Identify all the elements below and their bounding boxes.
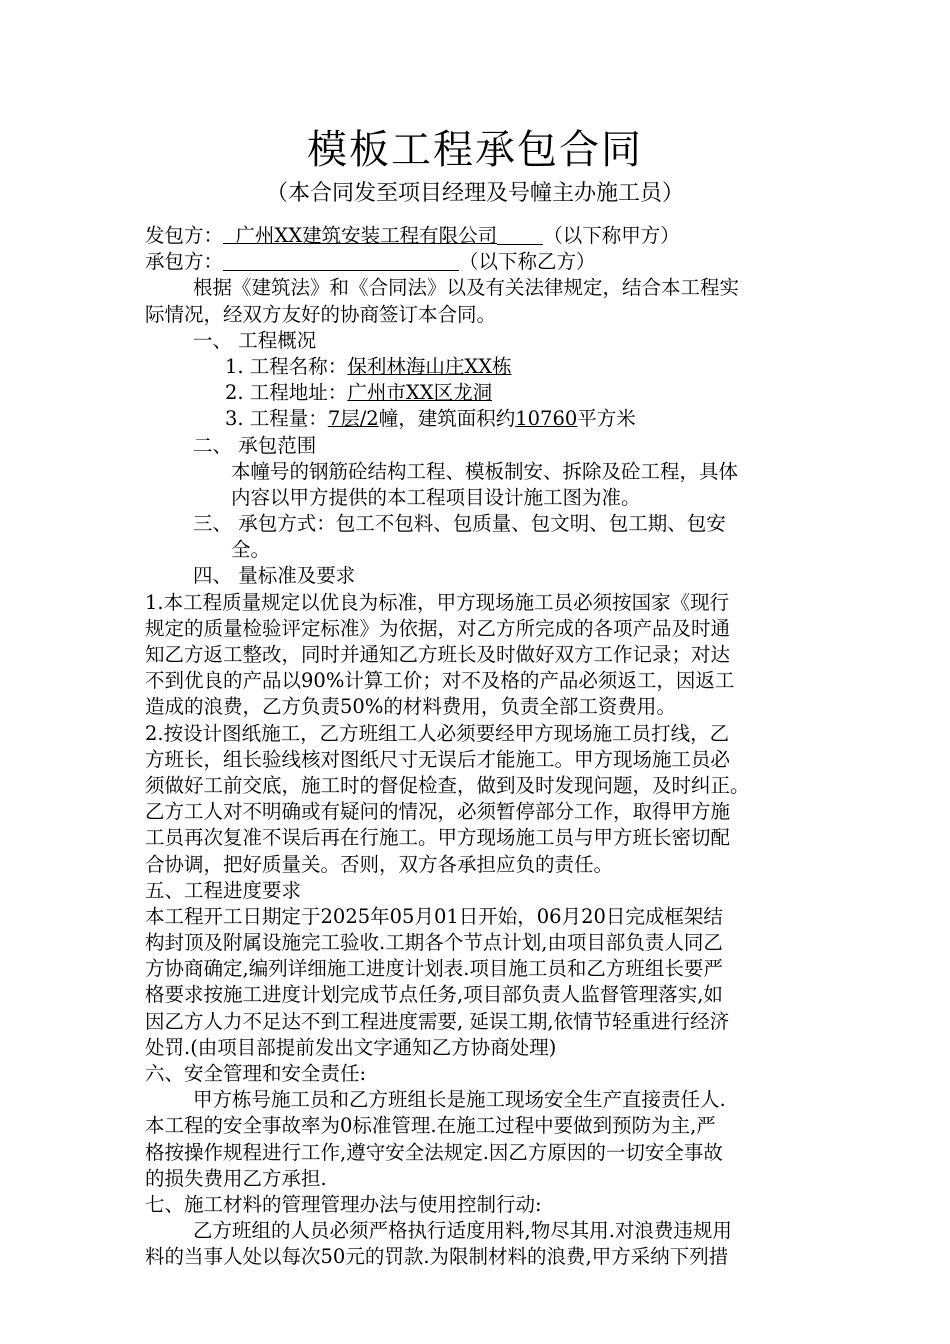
section2-heading: 二、 承包范围 xyxy=(193,433,317,457)
section4-line: 工员再次复准不误后再在行施工。甲方现场施工员与甲方班长密切配 xyxy=(145,826,731,850)
section6-line: 甲方栋号施工员和乙方班组长是施工现场安全生产直接责任人. xyxy=(193,1088,726,1112)
section2-line: 内容以甲方提供的本工程项目设计施工图为准。 xyxy=(231,485,641,509)
intro-line: 根据《建筑法》和《合同法》以及有关法律规定，结合本工程实 xyxy=(193,276,740,300)
section4-line: 2.按设计图纸施工，乙方班组工人必须要经甲方现场施工员打线，乙 xyxy=(145,721,730,745)
section4-line: 知乙方返工整改，同时并通知乙方班长及时做好双方工作记录；对达 xyxy=(145,643,731,666)
section3-line: 三、 承包方式：包工不包料、包质量、包文明、包工期、包安 xyxy=(193,512,726,536)
section4-line: 乙方工人对不明确或有疑问的情况，必须暂停部分工作，取得甲方施 xyxy=(145,800,731,824)
section5-line: 本工程开工日期定于2025年05月01日开始，06月20日完成框架结 xyxy=(145,904,723,928)
section2-line: 本幢号的钢筋砼结构工程、模板制安、拆除及砼工程，具体 xyxy=(231,459,739,483)
section6-line: 本工程的安全事故率为0标准管理.在施工过程中要做到预防为主,严 xyxy=(145,1114,716,1138)
section4-line: 造成的浪费，乙方负责50%的材料费用，负责全部工资费用。 xyxy=(145,695,676,719)
party-a-label: 发包方： xyxy=(145,224,224,247)
section6-line: 格按操作规程进行工作,遵守安全法规定.因乙方原因的一切安全事故 xyxy=(145,1140,723,1164)
section4-line: 方班长，组长验线核对图纸尺寸无误后才能施工。甲方现场施工员必 xyxy=(145,747,731,771)
party-b-blank xyxy=(223,250,459,271)
intro-line: 际情况，经双方友好的协商签订本合同。 xyxy=(145,302,497,326)
document-title: 模板工程承包合同 xyxy=(307,127,643,173)
party-a-line xyxy=(145,223,825,249)
section6-heading: 六、安全管理和安全责任: xyxy=(145,1062,367,1085)
project-address-line: 2. 工程地址：广州市XX区龙洞 xyxy=(225,381,493,405)
party-a-name: 广州XX建筑安装工程有限公司 xyxy=(223,224,543,247)
section5-heading: 五、工程进度要求 xyxy=(145,878,302,902)
section6-line: 的损失费用乙方承担. xyxy=(145,1166,327,1190)
section5-line: 方协商确定,编列详细施工进度计划表.项目施工员和乙方班组长要严 xyxy=(145,957,723,981)
section5-line: 因乙方人力不足达不到工程进度需要, 延误工期,依情节轻重进行经济 xyxy=(145,1009,730,1033)
area-value: 10760 xyxy=(515,407,578,431)
document-subtitle: （本合同发至项目经理及号幢主办施工员） xyxy=(265,181,684,206)
section4-line: 不到优良的产品以90%计算工价；对不及格的产品必须返工，因返工 xyxy=(145,669,735,693)
project-name-line: 1. 工程名称：保利林海山庄XX栋 xyxy=(225,354,512,378)
section4-line: 合协调，把好质量关。否则，双方各承担应负的责任。 xyxy=(145,852,614,876)
floors-value: 7层/2 xyxy=(327,407,379,431)
section7-line: 乙方班组的人员必须严格执行适度用料,物尽其用.对浪费违规用 xyxy=(193,1219,732,1243)
section7-line: 料的当事人处以每次50元的罚款.为限制材料的浪费,甲方采纳下列措 xyxy=(145,1245,729,1269)
project-quantity-line: 3. 工程量：7层/2幢，建筑面积约10760平方米 xyxy=(225,407,636,431)
section5-line: 处罚.(由项目部提前发出文字通知乙方协商处理) xyxy=(145,1035,557,1059)
party-b-label: 承包方： xyxy=(145,250,224,274)
party-b-line xyxy=(145,249,825,275)
section7-heading: 七、施工材料的管理管理办法与使用控制行动: xyxy=(145,1192,542,1216)
section4-heading: 四、 量标准及要求 xyxy=(193,564,356,588)
document-body xyxy=(145,223,825,1271)
project-address-value: 广州市XX区龙洞 xyxy=(347,381,493,405)
section4-line: 1.本工程质量规定以优良为标准，甲方现场施工员必须按国家《现行 xyxy=(145,590,730,614)
section1-heading: 一、 工程概况 xyxy=(193,328,317,352)
section5-line: 格要求按施工进度计划完成节点任务,项目部负责人监督管理落实,如 xyxy=(145,983,723,1007)
section5-line: 构封顶及附属设施完工验收.工期各个节点计划,由项目部负责人同乙 xyxy=(145,931,723,955)
party-a-suffix: （以下称甲方） xyxy=(543,224,680,247)
project-name-value: 保利林海山庄XX栋 xyxy=(347,354,512,378)
section4-line: 须做好工前交底，施工时的督促检查，做到及时发现问题，及时纠正。 xyxy=(145,773,750,797)
party-b-suffix: （以下称乙方） xyxy=(459,250,596,274)
section3-line: 全。 xyxy=(231,538,271,562)
section4-line: 规定的质量检验评定标准》为依据，对乙方所完成的各项产品及时通 xyxy=(145,616,731,640)
